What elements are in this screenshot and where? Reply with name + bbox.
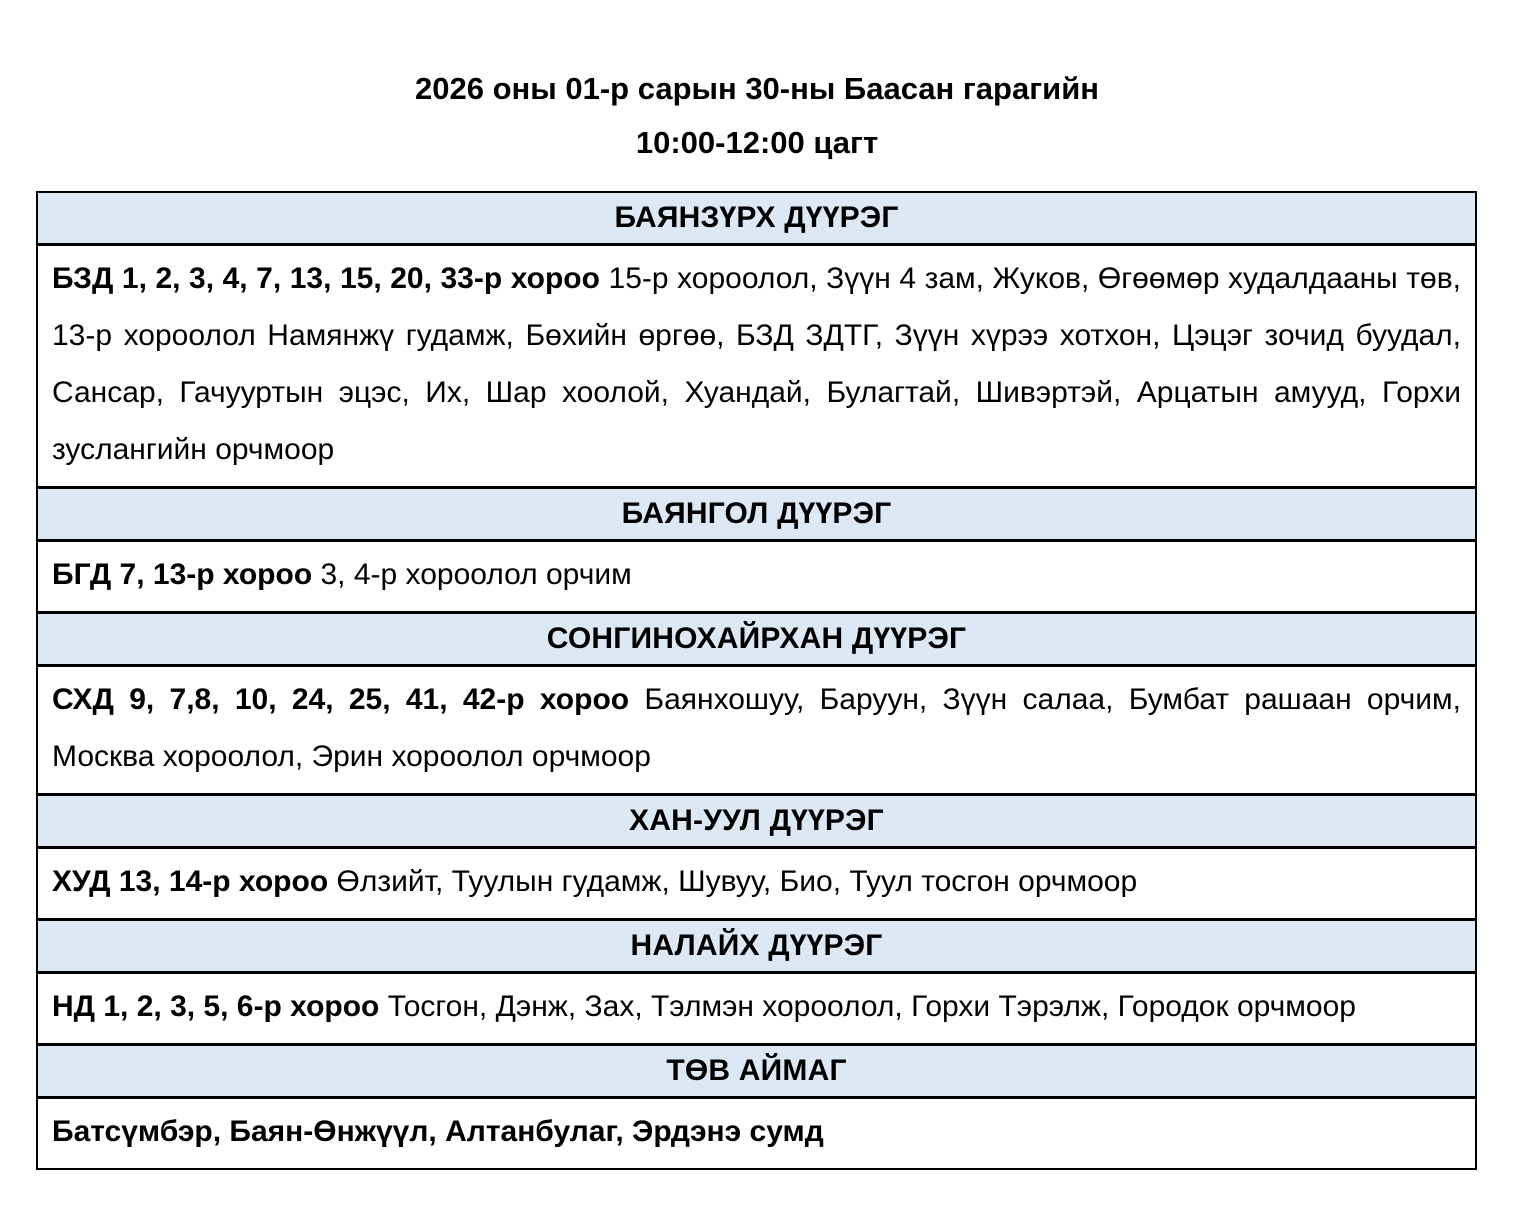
district-header: НАЛАЙХ ДҮҮРЭГ: [38, 921, 1475, 974]
document-title: [0, 0, 1514, 170]
district-section: [38, 796, 1475, 921]
district-section: [38, 489, 1475, 614]
district-areas-row: [38, 1099, 1475, 1168]
district-areas-row: [38, 849, 1475, 921]
district-header: БАЯНГОЛ ДҮҮРЭГ: [38, 489, 1475, 542]
title-date-line: 2026 оны 01-р сарын 30-ны Баасан гарагийн: [415, 71, 1099, 106]
district-areas-row: [38, 974, 1475, 1046]
district-khoroo-list: Батсүмбэр, Баян-Өнжүүл, Алтанбулаг, Эрдэнэ сумд: [52, 1115, 824, 1148]
district-header: СОНГИНОХАЙРХАН ДҮҮРЭГ: [38, 614, 1475, 667]
district-khoroo-list: БЗД 1, 2, 3, 4, 7, 13, 15, 20, 33-р хороо: [52, 262, 600, 295]
district-areas-row: [38, 542, 1475, 614]
district-area-list: Баянхошуу, Баруун, Зүүн салаа, Бумбат рашаан орчим, Москва хороолол, Эрин хороолол орчмоор: [52, 683, 1461, 773]
district-header: ТӨВ АЙМАГ: [38, 1046, 1475, 1099]
district-khoroo-list: СХД 9, 7,8, 10, 24, 25, 41, 42-р хороо: [52, 683, 630, 716]
district-areas-row: [38, 667, 1475, 796]
district-area-list: Өлзийт, Туулын гудамж, Шувуу, Био, Туул тосгон орчмоор: [328, 865, 1138, 898]
district-areas-row: [38, 246, 1475, 489]
district-khoroo-list: БГД 7, 13-р хороо: [52, 558, 313, 591]
district-khoroo-list: ХУД 13, 14-р хороо: [52, 865, 329, 898]
district-header: ХАН-УУЛ ДҮҮРЭГ: [38, 796, 1475, 849]
district-header: БАЯНЗҮРХ ДҮҮРЭГ: [38, 193, 1475, 246]
title-time-line: 10:00-12:00 цагт: [635, 125, 879, 160]
district-area-list: 3, 4-р хороолол орчим: [312, 558, 632, 591]
district-section: [38, 921, 1475, 1046]
outage-schedule-table: [36, 191, 1477, 1170]
district-khoroo-list: НД 1, 2, 3, 5, 6-р хороо: [52, 990, 380, 1023]
district-area-list: 15-р хороолол, Зүүн 4 зам, Жуков, Өгөөмөр худалдааны төв, 13-р хороолол Намянжү гудамж, Бөхийн өргөө, БЗД ЗДТГ, Зүүн хүрээ хотхон, Цэцэг зочид буудал, Сансар, Гачууртын эцэс, Их, Шар хоолой, Хуандай, Булагтай, Шивэртэй, Арцатын амууд, Горхи зуслангийн орчмоор: [52, 262, 1461, 466]
district-section: [38, 193, 1475, 489]
district-section: [38, 1046, 1475, 1168]
district-section: [38, 614, 1475, 796]
district-area-list: Тосгон, Дэнж, Зах, Тэлмэн хороолол, Горхи Тэрэлж, Городок орчмоор: [379, 990, 1356, 1023]
